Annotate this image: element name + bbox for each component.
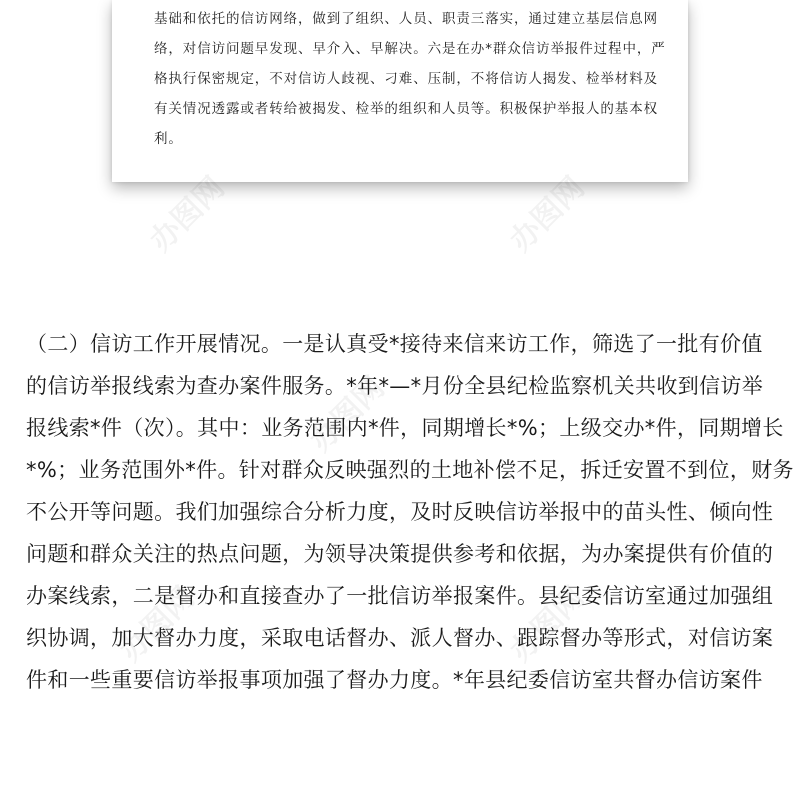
body-text-line: 的信访举报线索为查办案件服务。*年*—*月份全县纪检监察机关共收到信访举 (26, 374, 764, 398)
watermark-logo: 办图网 (303, 370, 392, 459)
watermark-logo: 办图网 (143, 170, 232, 259)
body-text-line: *%；业务范围外*件。针对群众反映强烈的土地补偿不足，拆迁安置不到位，财务 (26, 458, 794, 482)
document-preview-card (112, 0, 688, 182)
body-text-line: 报线索*件（次）。其中：业务范围内*件，同期增长*%；上级交办*件，同期增长 (26, 416, 784, 440)
card-text-line: 格执行保密规定，不对信访人歧视、刁难、压制，不将信访人揭发、检举材料及 (154, 71, 658, 87)
body-text (26, 323, 794, 701)
watermark-logo: 办图网 (503, 580, 592, 669)
body-text-line: 织协调，加大督办力度，采取电话督办、派人督办、跟踪督办等形式，对信访案 (26, 626, 774, 650)
body-text-line: 件和一些重要信访举报事项加强了督办力度。*年县纪委信访室共督办信访案件 (26, 668, 763, 692)
body-text-line: 问题和群众关注的热点问题，为领导决策提供参考和依据，为办案提供有价值的 (26, 542, 774, 566)
body-text-line: 不公开等问题。我们加强综合分析力度，及时反映信访举报中的苗头性、倾向性 (26, 500, 774, 524)
watermark-logo: 办图网 (503, 170, 592, 259)
card-text-line: 有关情况透露或者转给被揭发、检举的组织和人员等。积极保护举报人的基本权 (154, 101, 658, 117)
card-text-line: 络，对信访问题早发现、早介入、早解决。六是在办*群众信访举报件过程中，严 (154, 41, 666, 57)
card-text-line: 利。 (154, 131, 183, 147)
body-text-line: （二）信访工作开展情况。一是认真受*接待来信来访工作，筛选了一批有价值 (26, 332, 763, 356)
watermark-logo: 办图网 (113, 580, 202, 669)
body-text-line: 办案线索，二是督办和直接查办了一批信访举报案件。县纪委信访室通过加强组 (26, 584, 774, 608)
card-text-line: 基础和依托的信访网络，做到了组织、人员、职责三落实，通过建立基层信息网 (154, 11, 658, 27)
